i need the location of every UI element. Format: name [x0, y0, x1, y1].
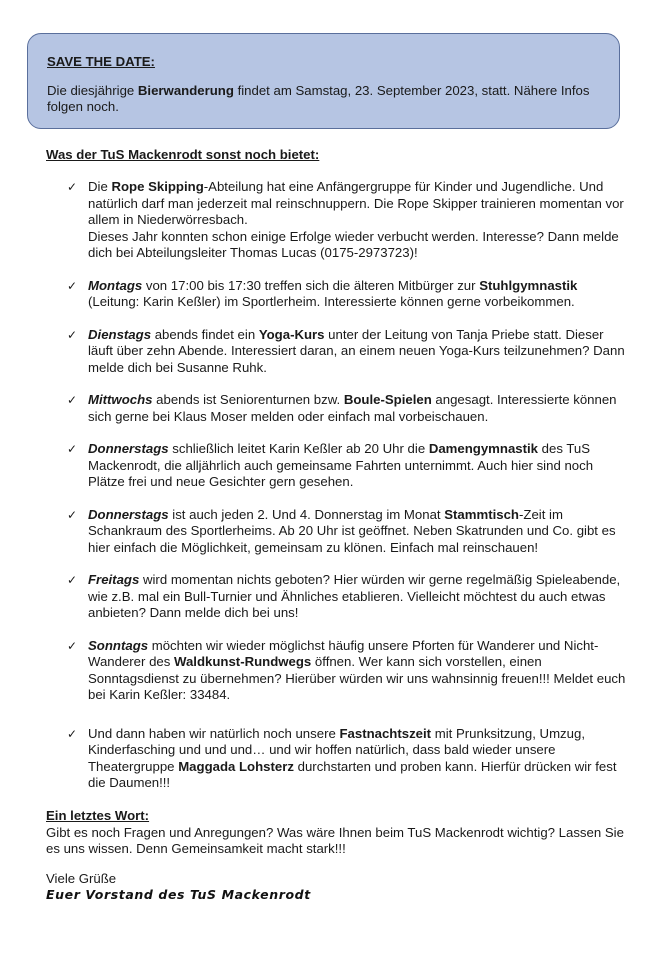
- offer-day: Donnerstags: [88, 441, 169, 456]
- offer-item: [66, 392, 626, 425]
- offer-highlight: Damengymnastik: [428, 441, 539, 456]
- offer-highlight: Rope Skipping: [111, 179, 204, 194]
- check-icon: ✓: [67, 442, 78, 456]
- offer-text-part: -Zeit im Schankraum des Sportlerheims. Ab 20 Uhr ist geöffnet. Neben Skatrunden und Co. gibt es hier einfach die Möglichkeit, gemeinsam zu klönen. Einfach mal reinschauen!: [88, 506, 616, 555]
- save-the-date-text: [47, 83, 601, 116]
- check-icon: ✓: [67, 726, 78, 741]
- save-text-event: Bierwanderung: [137, 82, 234, 98]
- offer-item: [66, 179, 626, 262]
- offer-text-part: öffnen. Wer kann sich vorstellen, einen Sonntagsdienst zu übernehmen? Hierüber würden wir uns wahnsinnig freuen!!! Meldet euch bei Karin Keßler: 33484.: [88, 654, 626, 702]
- offer-highlight: Waldkunst-Rundwegs: [174, 654, 312, 669]
- offer-text: [88, 507, 626, 557]
- offers-heading: Was der TuS Mackenrodt sonst noch bietet:: [46, 147, 320, 162]
- offer-text-part: mit Prunksitzung, Umzug, Kinderfasching und und und… und wir hoffen natürlich, dass bald wieder unsere Theatergruppe: [88, 725, 585, 774]
- offer-text: [88, 726, 626, 792]
- offer-text-part: schließlich leitet Karin Keßler ab 20 Uhr die: [168, 441, 429, 456]
- offer-item: [66, 327, 626, 377]
- offer-day: Freitags: [88, 572, 140, 587]
- offer-text-part: -Abteilung hat eine Anfängergruppe für Kinder und Jugendliche. Und natürlich darf man jederzeit mal reinschnuppern. Die Rope Skipper trainieren momentan vor allem in Niederwörresbach.: [88, 179, 624, 227]
- save-text-after: findet am Samstag, 23. September 2023, statt. Nähere Infos folgen noch.: [47, 82, 590, 114]
- offer-highlight: Fastnachtszeit: [339, 725, 432, 741]
- check-icon: ✓: [67, 327, 78, 342]
- last-word-heading: Ein letztes Wort:: [46, 808, 150, 823]
- offer-text-part: Und dann haben wir natürlich noch unsere: [88, 725, 340, 741]
- greeting: Viele Grüße: [46, 871, 117, 886]
- offer-day: Donnerstags: [88, 506, 169, 522]
- offer-text-part: ist auch jeden 2. Und 4. Donnerstag im Monat: [168, 506, 445, 522]
- offer-text-part: abends findet ein: [151, 326, 259, 342]
- offer-item: [66, 278, 626, 311]
- save-the-date-box: [27, 33, 620, 129]
- offer-extra-text: Dieses Jahr konnten schon einige Erfolge wieder verbucht werden. Interesse? Dann melde dich bei Abteilungsleiter Thomas Lucas (0175-2973723)!: [88, 228, 619, 260]
- offer-text: [88, 392, 626, 425]
- offer-item: [66, 638, 626, 704]
- offer-day: Montags: [88, 277, 143, 293]
- offer-highlight: Stuhlgymnastik: [479, 277, 578, 293]
- last-word-text: Gibt es noch Fragen und Anregungen? Was wäre Ihnen beim TuS Mackenrodt wichtig? Lassen Sie es uns wissen. Denn Gemeinsamkeit macht stark!!!: [46, 824, 624, 856]
- offer-text-part: abends ist Seniorenturnen bzw.: [152, 392, 344, 407]
- offer-text: [88, 179, 626, 229]
- check-icon: ✓: [67, 507, 78, 522]
- offer-text-part: wird momentan nichts geboten? Hier würden wir gerne regelmäßig Spieleabende, wie z.B. mal ein Bull-Turnier und Ähnliches etablieren. Vielleicht möchtest du auch etwas anbieten? Dann melde dich bei uns!: [88, 572, 621, 620]
- offer-day: Sonntags: [88, 637, 149, 653]
- offer-day: Mittwochs: [88, 392, 153, 407]
- check-icon: ✓: [67, 278, 78, 293]
- offer-highlight: Yoga-Kurs: [258, 326, 325, 342]
- offer-text: [88, 638, 626, 704]
- signature: Euer Vorstand des TuS Mackenrodt: [46, 887, 311, 902]
- offer-text-part: von 17:00 bis 17:30 treffen sich die älteren Mitbürger zur: [142, 277, 480, 293]
- save-text-before: Die diesjährige: [47, 82, 138, 98]
- save-the-date-title: SAVE THE DATE:: [47, 54, 155, 69]
- offer-item: [66, 441, 626, 491]
- offer-item: [66, 507, 626, 557]
- offer-text: [88, 278, 626, 311]
- offer-text-part: Die: [88, 179, 112, 194]
- offer-item: [66, 572, 626, 622]
- offer-text-part: angesagt. Interessierte können sich gerne bei Klaus Moser melden oder einfach mal vorbeischauen.: [88, 392, 617, 424]
- offer-highlight: Maggada Lohsterz: [178, 758, 294, 774]
- offer-highlight: Stammtisch: [444, 506, 519, 522]
- offer-text-part: durchstarten und proben kann. Hierfür drücken wir fest die Daumen!!!: [88, 758, 617, 790]
- offer-text-part: (Leitung: Karin Keßler) im Sportlerheim. Interessierte können gerne vorbeikommen.: [88, 294, 575, 309]
- offer-text-part: möchten wir wieder möglichst häufig unsere Pforten für Wanderer und Nicht-Wanderer des: [88, 637, 599, 669]
- offer-text: [88, 327, 626, 377]
- check-icon: ✓: [67, 180, 78, 194]
- offer-text: [88, 441, 626, 491]
- last-word-section: [46, 808, 626, 858]
- offer-text: [88, 572, 626, 622]
- offer-list: [66, 179, 626, 792]
- check-icon: ✓: [67, 393, 78, 407]
- offer-highlight: Boule-Spielen: [343, 392, 432, 407]
- check-icon: ✓: [67, 638, 78, 653]
- offer-text-part: unter der Leitung von Tanja Priebe statt. Dieser läuft über zehn Abende. Interessiert daran, an einem neuen Yoga-Kurs teilzunehmen? Dann melde dich bei Susanne Ruhk.: [88, 326, 625, 375]
- offer-item: [66, 726, 626, 792]
- offer-day: Dienstags: [88, 326, 152, 342]
- check-icon: ✓: [67, 573, 78, 587]
- offer-text-part: des TuS Mackenrodt, die alljährlich auch gemeinsame Fahrten unternimmt. Auch hier sind noch Plätze frei und neue Gesichter gern gesehen.: [88, 441, 594, 489]
